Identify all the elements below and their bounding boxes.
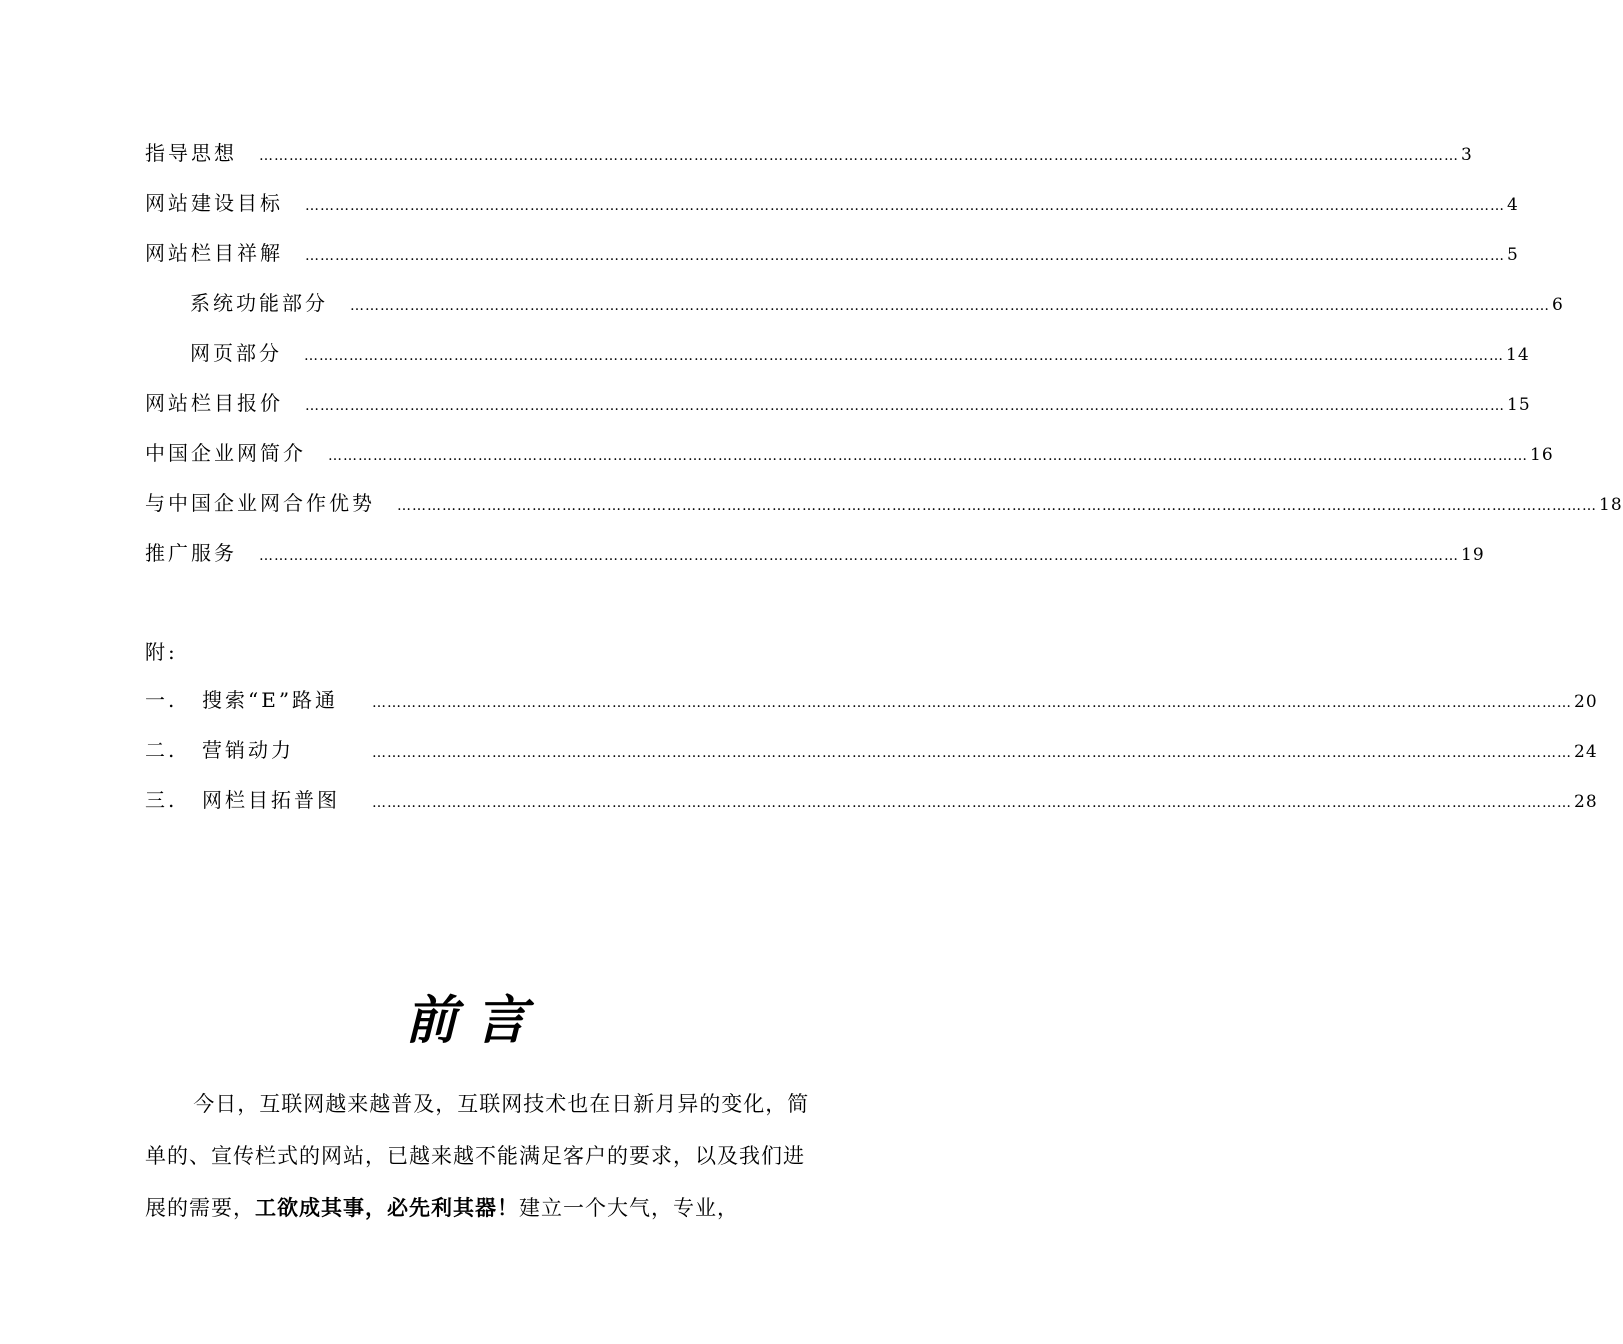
toc-entry: [145, 187, 1519, 237]
toc-entry: [145, 537, 1485, 587]
preface-title: 前言: [404, 990, 545, 1051]
toc-entry-title: 网站栏目报价: [145, 391, 283, 415]
toc-dot-leader: ……………………………………………………………………………………………………………………………………………………………………………………………………………………: [397, 498, 1597, 514]
toc-entry-page: 18: [1599, 495, 1623, 515]
appendix-entry-number: 一.: [145, 688, 178, 712]
toc-entry-title: 网站建设目标: [145, 191, 283, 215]
toc-dot-leader: ……………………………………………………………………………………………………………………………………………………………………………………………………………………: [372, 745, 1572, 761]
toc-entry-page: 5: [1507, 245, 1519, 265]
toc-dot-leader: ……………………………………………………………………………………………………………………………………………………………………………………………………………………: [305, 248, 1505, 264]
toc-entry: [145, 137, 1473, 187]
appendix-entry: [145, 734, 1598, 784]
toc-entry-title: 网页部分: [190, 341, 282, 365]
preface-paragraph: [145, 1078, 810, 1234]
toc-entry-title: 网站栏目祥解: [145, 241, 283, 265]
toc-entry-sub: [145, 287, 1564, 337]
toc-entry-title: 中国企业网简介: [145, 441, 306, 465]
appendix-entry-title: 网栏目拓普图: [202, 788, 340, 812]
appendix-entry-page: 20: [1574, 692, 1598, 712]
toc-dot-leader: ……………………………………………………………………………………………………………………………………………………………………………………………………………………: [259, 548, 1459, 564]
toc-entry-title: 推广服务: [145, 541, 237, 565]
appendix-entry-page: 24: [1574, 742, 1598, 762]
toc-dot-leader: ……………………………………………………………………………………………………………………………………………………………………………………………………………………: [305, 398, 1505, 414]
appendix-list: [145, 684, 1598, 834]
preface-emphasis: 工欲成其事，必先利其器！: [255, 1195, 519, 1220]
toc-entry-page: 15: [1507, 395, 1531, 415]
toc-dot-leader: ……………………………………………………………………………………………………………………………………………………………………………………………………………………: [259, 148, 1459, 164]
appendix-entry: [145, 784, 1598, 834]
appendix-entry-page: 28: [1574, 792, 1598, 812]
toc-dot-leader: ……………………………………………………………………………………………………………………………………………………………………………………………………………………: [328, 448, 1528, 464]
toc-entry-page: 14: [1506, 345, 1530, 365]
toc-entry-page: 19: [1461, 545, 1485, 565]
toc-entry: [145, 387, 1531, 437]
toc-dot-leader: ……………………………………………………………………………………………………………………………………………………………………………………………………………………: [372, 795, 1572, 811]
preface-text-continued: 建立一个大气，专业，: [519, 1196, 739, 1220]
toc-entry-page: 6: [1552, 295, 1564, 315]
preface-body: [145, 1078, 810, 1234]
toc-entry-title: 与中国企业网合作优势: [145, 491, 375, 515]
appendix-entry-title: 搜索“E”路通: [202, 688, 339, 712]
appendix-entry-number: 二.: [145, 738, 178, 762]
toc-dot-leader: ……………………………………………………………………………………………………………………………………………………………………………………………………………………: [304, 348, 1504, 364]
toc-entry-title: 指导思想: [145, 141, 237, 165]
appendix-entry-number: 三.: [145, 788, 178, 812]
appendix-entry: [145, 684, 1598, 734]
appendix-label: 附:: [145, 640, 178, 664]
preface-text: 今日，互联网越来越普及，互联网技术也在日新月异的变化，简单的、宣传栏式的网站，已越来越不能满足客户的要求，以及我们进展的需要，: [145, 1092, 810, 1220]
toc-entry-page: 3: [1461, 145, 1473, 165]
toc-entry-page: 16: [1530, 445, 1554, 465]
toc-entry-title: 系统功能部分: [190, 291, 328, 315]
appendix-entry-title: 营销动力: [202, 738, 294, 762]
toc-dot-leader: ……………………………………………………………………………………………………………………………………………………………………………………………………………………: [372, 695, 1572, 711]
toc-dot-leader: ……………………………………………………………………………………………………………………………………………………………………………………………………………………: [305, 198, 1505, 214]
table-of-contents: [145, 137, 1623, 587]
toc-entry-sub: [145, 337, 1530, 387]
toc-entry: [145, 437, 1554, 487]
toc-entry: [145, 237, 1519, 287]
toc-entry-page: 4: [1507, 195, 1519, 215]
toc-dot-leader: ……………………………………………………………………………………………………………………………………………………………………………………………………………………: [350, 298, 1550, 314]
toc-entry: [145, 487, 1623, 537]
